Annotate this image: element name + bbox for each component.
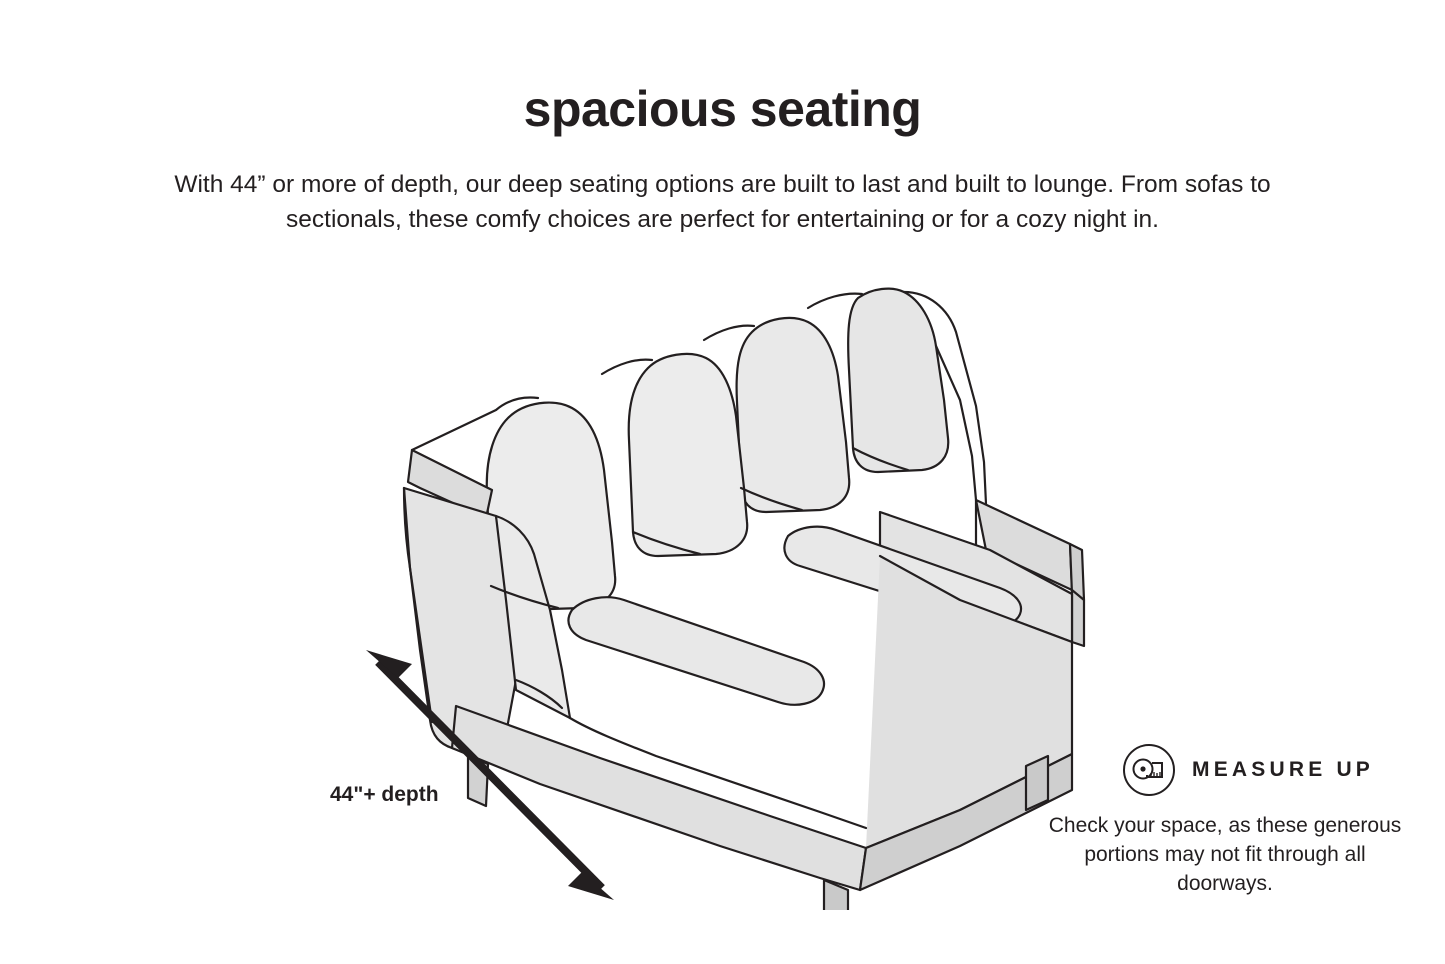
measure-up-callout bbox=[1040, 742, 1410, 895]
sofa-illustration bbox=[300, 250, 1130, 910]
back-pillow-2 bbox=[629, 354, 747, 556]
measure-up-title: MEASURE UP bbox=[1192, 758, 1375, 781]
sofa-line-art-svg bbox=[300, 250, 1130, 910]
page-description: With 44” or more of depth, our deep seating options are built to last and built to lounge. From sofas to sectionals, these comfy choices are perfect for entertaining or for a cozy night in. bbox=[174, 171, 1271, 233]
right-arm-side bbox=[1072, 590, 1084, 646]
back-pillow-3 bbox=[737, 318, 850, 512]
depth-dimension-label: 44"+ depth bbox=[330, 783, 439, 806]
measure-up-header bbox=[1040, 742, 1410, 804]
seat-cushion-left bbox=[568, 597, 824, 705]
tape-measure-icon bbox=[1121, 742, 1177, 798]
page-title: spacious seating bbox=[523, 81, 922, 137]
measure-up-body: Check your space, as these generous portions may not fit through all doorways. bbox=[1048, 814, 1402, 895]
back-pillow-4 bbox=[848, 289, 948, 472]
